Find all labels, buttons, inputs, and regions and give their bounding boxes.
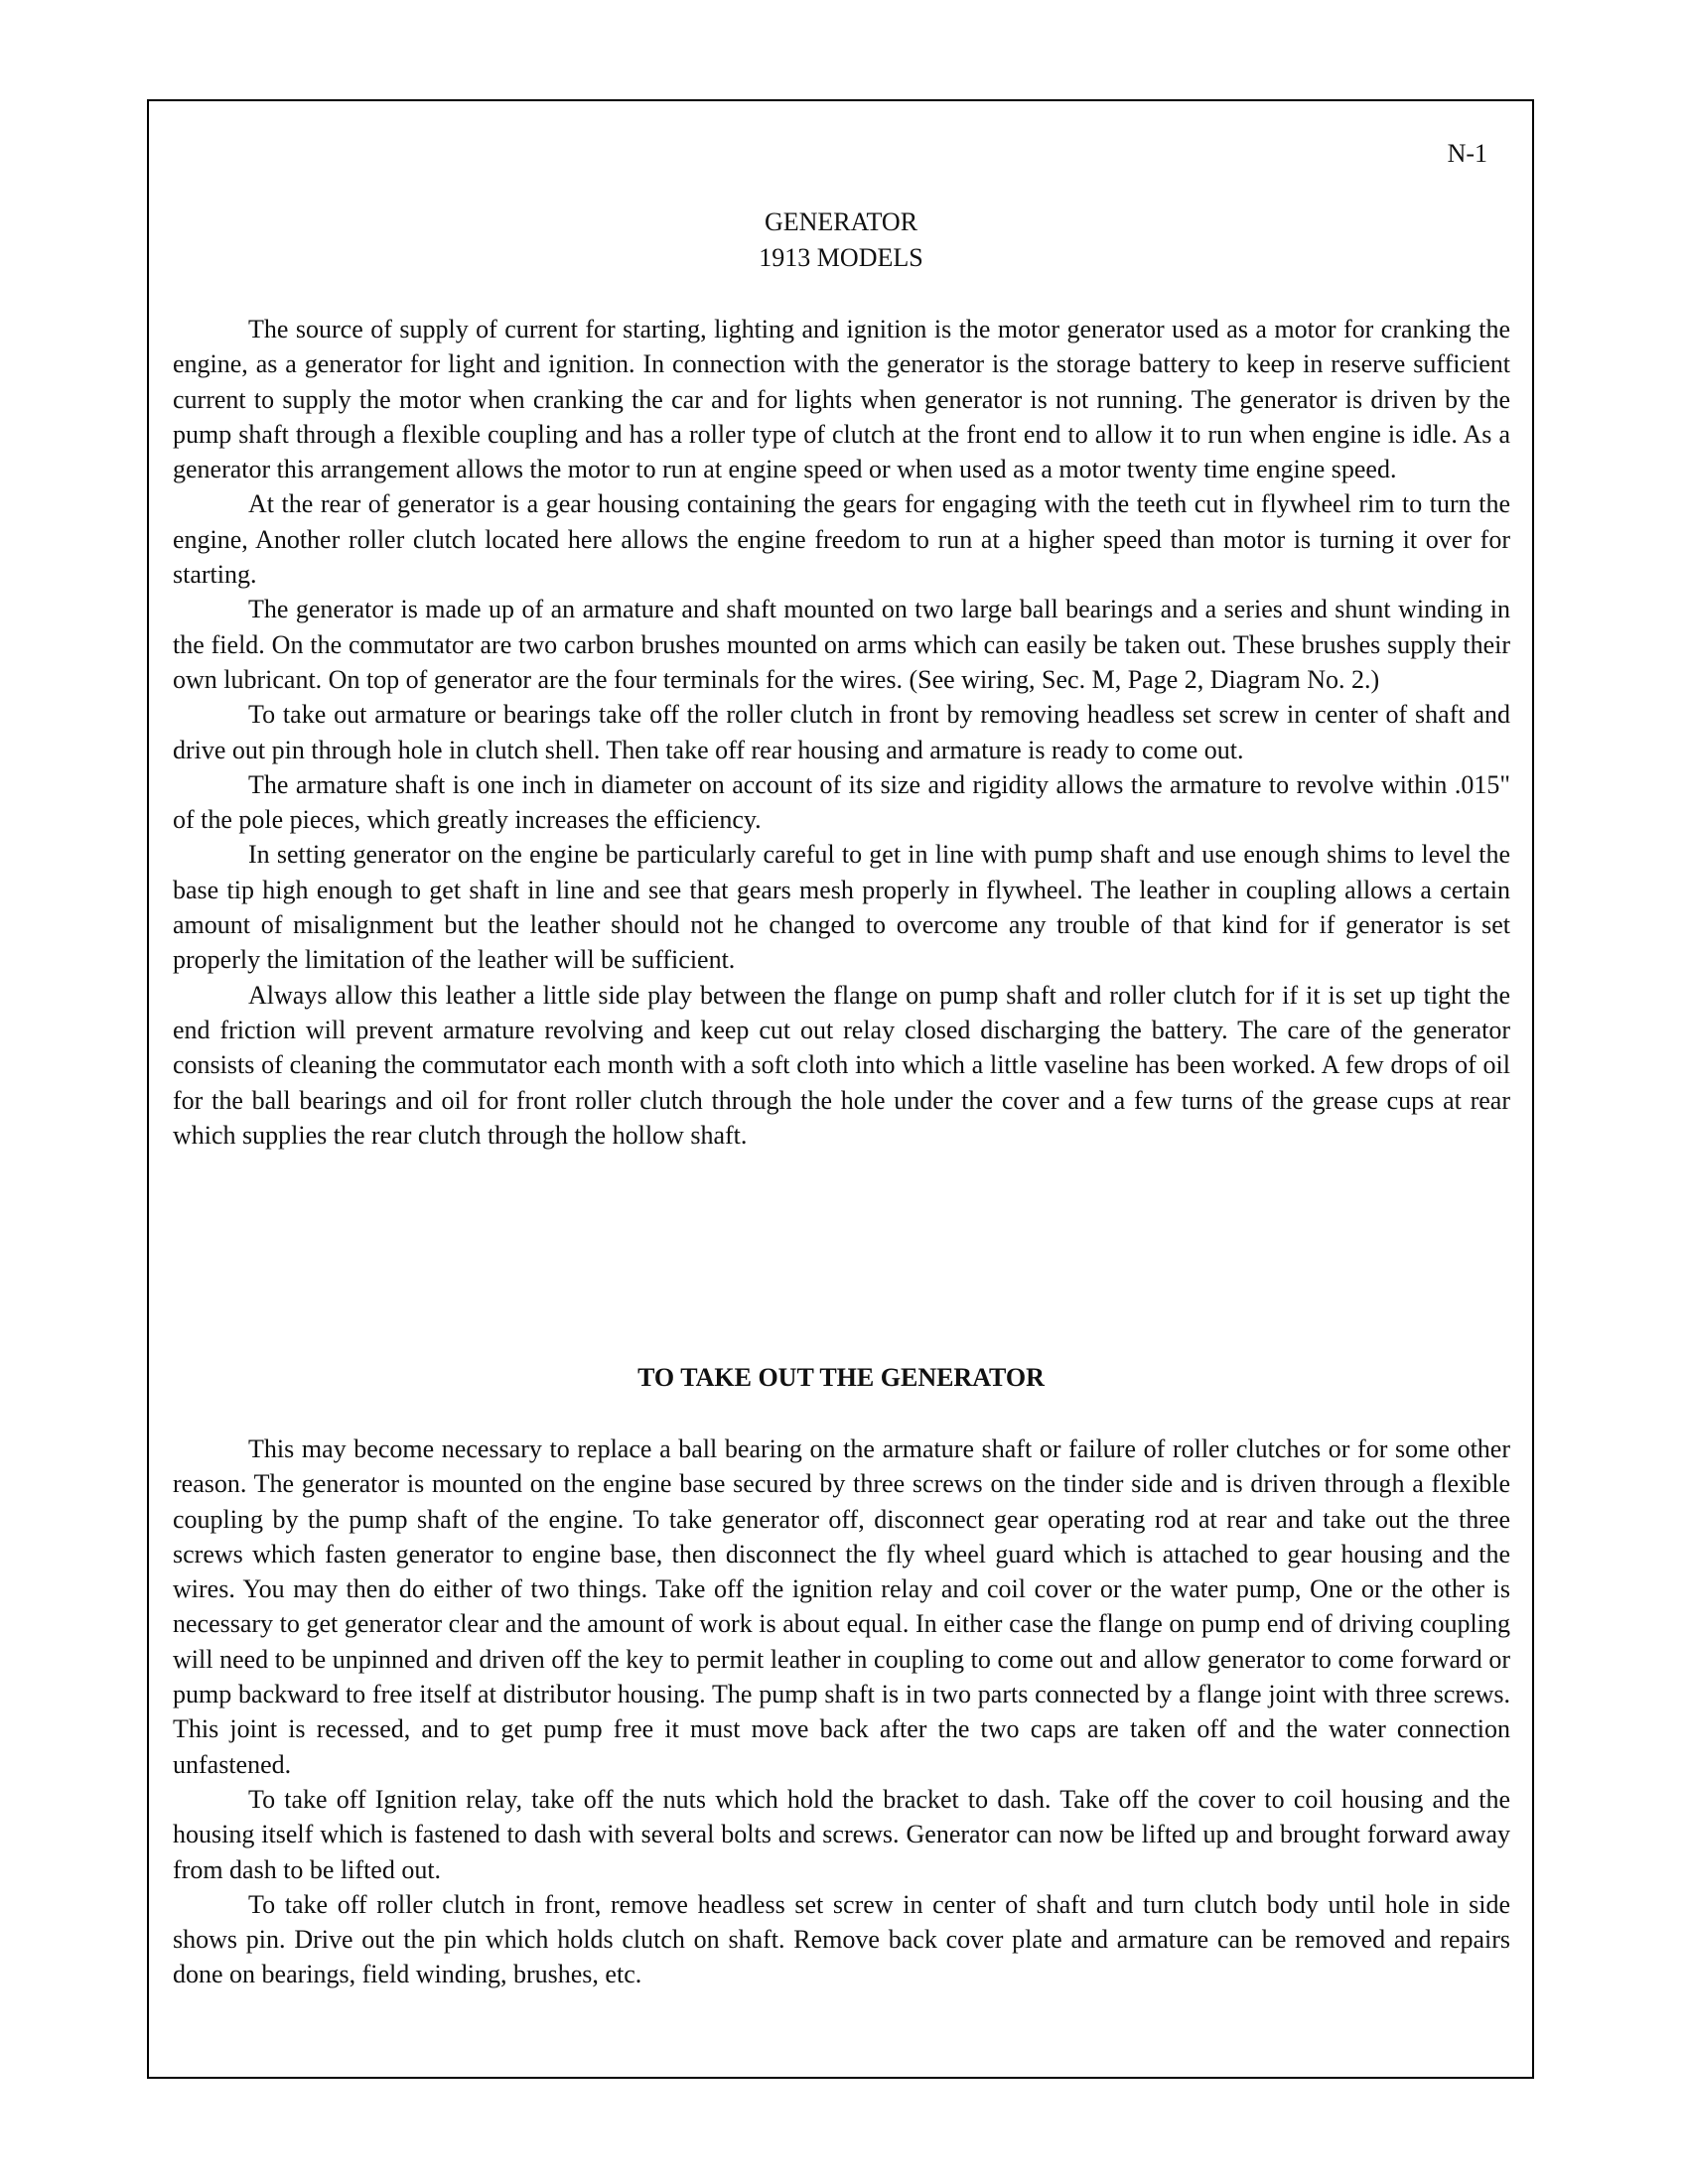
paragraph-armature-construction: The generator is made up of an armature and shaft mounted on two large ball bearings and a series and shunt winding in the field. On the commutator are two carbon brushes mounted on arms which can easily be taken out. These brushes supply their own lubricant. On top of generator are the four terminals for the wires. (See wiring, Sec. M, Page 2, Diagram No. 2.) <box>173 595 1510 694</box>
page-title: GENERATOR <box>764 207 918 236</box>
paragraph-setting-generator: In setting generator on the engine be particularly careful to get in line with pump shaft and use enough shims to level the base tip high enough to get shaft in line and see that gears mesh properly in flywheel. The leather in coupling allows a certain amount of misalignment but the leather should not he changed to overcome any trouble of that kind for if generator is set properly the limitation of the leather will be sufficient. <box>173 840 1510 975</box>
paragraph-armature-shaft: The armature shaft is one inch in diameter on account of its size and rigidity allows the armature to revolve within .015" of the pole pieces, which greatly increases the efficiency. <box>173 769 1510 835</box>
paragraph-gear-housing: At the rear of generator is a gear housing containing the gears for engaging with the teeth cut in flywheel rim to turn the engine, Another roller clutch located here allows the engine freedom to run at a higher speed than motor is turning it over for starting. <box>173 489 1510 590</box>
paragraph-power-supply: The source of supply of current for starting, lighting and ignition is the motor generator used as a motor for cranking the engine, as a generator for light and ignition. In connection with the generator is the storage battery to keep in reserve sufficient current to supply the motor when cranking the car and for lights when generator is not running. The generator is driven by the pump shaft through a flexible coupling and has a roller type of clutch at the front end to allow it to run when engine is idle. As a generator this arrangement allows the motor to run at engine speed or when used as a motor twenty time engine speed. <box>173 315 1510 484</box>
generator-description <box>173 312 1510 1153</box>
page-subtitle: 1913 MODELS <box>759 243 923 272</box>
take-out-generator-instructions <box>173 1432 1510 1992</box>
paragraph-removing-armature: To take out armature or bearings take off the roller clutch in front by removing headless set screw in center of shaft and drive out pin through hole in clutch shell. Then take off rear housing and armature is ready to come out. <box>173 700 1510 764</box>
paragraph-front-roller-clutch: To take off roller clutch in front, remove headless set screw in center of shaft and turn clutch body until hole in side shows pin. Drive out the pin which holds clutch on shaft. Remove back cover plate and armature can be removed and repairs done on bearings, field winding, brushes, etc. <box>173 1889 1510 1989</box>
paragraph-removal-procedure: This may become necessary to replace a ball bearing on the armature shaft or failure of roller clutches or for some other reason. The generator is mounted on the engine base secured by three screws on the tinder side and is driven through a flexible coupling by the pump shaft of the engine. To take generator off, disconnect gear operating rod at rear and take out the three screws which fasten generator to engine base, then disconnect the fly wheel guard which is attached to gear housing and the wires. You may then do either of two things. Take off the ignition relay and coil cover or the water pump, One or the other is necessary to get generator clear and the amount of work is about equal. In either case the flange on pump end of driving coupling will need to be unpinned and driven off the key to permit leather in coupling to come out and allow generator to come forward or pump backward to free itself at distributor housing. The pump shaft is in two parts connected by a flange joint with three screws. This joint is recessed, and to get pump free it must move back after the two caps are taken off and the water connection unfastened. <box>173 1434 1510 1779</box>
paragraph-ignition-relay: To take off Ignition relay, take off the nuts which hold the bracket to dash. Take off the cover to coil housing and the housing itself which is fastened to dash with several bolts and screws. Generator can now be lifted up and brought forward away from dash to be lifted out. <box>173 1784 1510 1884</box>
paragraph-care-of-generator: Always allow this leather a little side play between the flange on pump shaft and roller clutch for if it is set up tight the end friction will prevent armature revolving and keep cut out relay closed discharging the battery. The care of the generator consists of cleaning the commutator each month with a soft cloth into which a little vaseline has been worked. A few drops of oil for the ball bearings and oil for front roller clutch through the hole under the cover and a few turns of the grease cups at rear which supplies the rear clutch through the hollow shaft. <box>173 980 1510 1150</box>
section-heading-take-out-generator: TO TAKE OUT THE GENERATOR <box>637 1363 1045 1392</box>
page-number: N-1 <box>1447 139 1487 168</box>
